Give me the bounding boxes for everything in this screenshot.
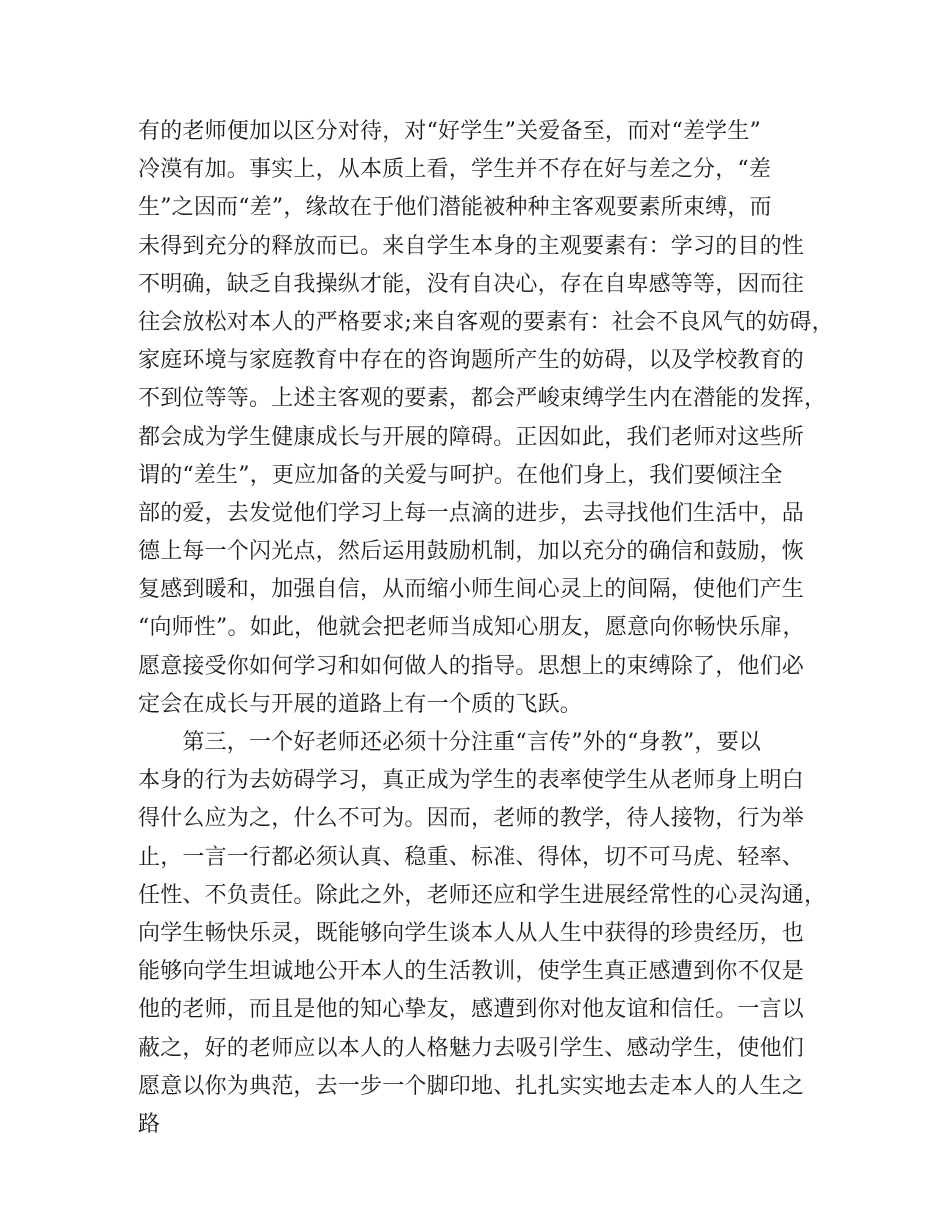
text-line: 他的老师，而且是他的知心挚友，感遭到你对他友谊和信任。一言以 bbox=[138, 997, 805, 1023]
text-line: 往会放松对本人的严格要求;来自客观的要素有：社会不良风气的妨碍， bbox=[138, 309, 834, 335]
text-line: 都会成为学生健康成长与开展的障碍。正因如此，我们老师对这些所 bbox=[138, 424, 805, 450]
text-line: 本身的行为去妨碍学习，真正成为学生的表率使学生从老师身上明白 bbox=[138, 768, 805, 794]
text-line: 部的爱，去发觉他们学习上每一点滴的进步，去寻找他们生活中，品 bbox=[138, 500, 805, 526]
text-line: 家庭环境与家庭教育中存在的咨询题所产生的妨碍，以及学校教育的 bbox=[138, 348, 805, 374]
text-line: 愿意以你为典范，去一步一个脚印地、扎扎实实地去走本人的人生之 bbox=[138, 1073, 805, 1099]
text-line: 愿意接受你如何学习和如何做人的指导。思想上的束缚除了，他们必 bbox=[138, 653, 805, 679]
text-line: 生”之因而“差”，缘故在于他们潜能被种种主客观要素所束缚，而 bbox=[138, 195, 772, 221]
body-text bbox=[138, 113, 834, 1144]
text-line: “向师性”。如此，他就会把老师当成知心朋友，愿意向你畅快乐扉， bbox=[138, 615, 805, 641]
text-line: 路 bbox=[138, 1111, 161, 1137]
text-line: 谓的“差生”，更应加备的关爱与呵护。在他们身上，我们要倾注全 bbox=[138, 462, 783, 488]
text-line: 蔽之，好的老师应以本人的人格魅力去吸引学生、感动学生，使他们 bbox=[138, 1035, 805, 1061]
text-line: 任性、不负责任。除此之外，老师还应和学生进展经常性的心灵沟通， bbox=[138, 882, 827, 908]
text-line: 不到位等等。上述主客观的要素，都会严峻束缚学生内在潜能的发挥， bbox=[138, 386, 827, 412]
text-line: 德上每一个闪光点，然后运用鼓励机制，加以充分的确信和鼓励，恢 bbox=[138, 539, 805, 565]
text-line: 向学生畅快乐灵，既能够向学生谈本人从人生中获得的珍贵经历，也 bbox=[138, 920, 805, 946]
text-line: 有的老师便加以区分对待，对“好学生”关爱备至，而对“差学生” bbox=[138, 119, 761, 144]
text-line: 定会在成长与开展的道路上有一个质的飞跃。 bbox=[138, 691, 583, 717]
text-line: 得什么应为之，什么不可为。因而，老师的教学，待人接物，行为举 bbox=[138, 806, 805, 832]
text-line: 止，一言一行都必须认真、稳重、标准、得体，切不可马虎、轻率、 bbox=[138, 844, 805, 870]
paragraph-start-line: 第三，一个好老师还必须十分注重“言传”外的“身教”，要以 bbox=[138, 730, 761, 755]
text-line: 复感到暖和，加强自信，从而缩小师生间心灵上的间隔，使他们产生 bbox=[138, 577, 805, 603]
text-line: 冷漠有加。事实上，从本质上看，学生并不存在好与差之分，“差 bbox=[138, 157, 772, 183]
text-line: 能够向学生坦诚地公开本人的生活教训，使学生真正感遭到你不仅是 bbox=[138, 959, 805, 985]
text-line: 未得到充分的释放而已。来自学生本身的主观要素有：学习的目的性 bbox=[138, 233, 805, 259]
text-line: 不明确，缺乏自我操纵才能，没有自决心，存在自卑感等等，因而往 bbox=[138, 271, 805, 297]
